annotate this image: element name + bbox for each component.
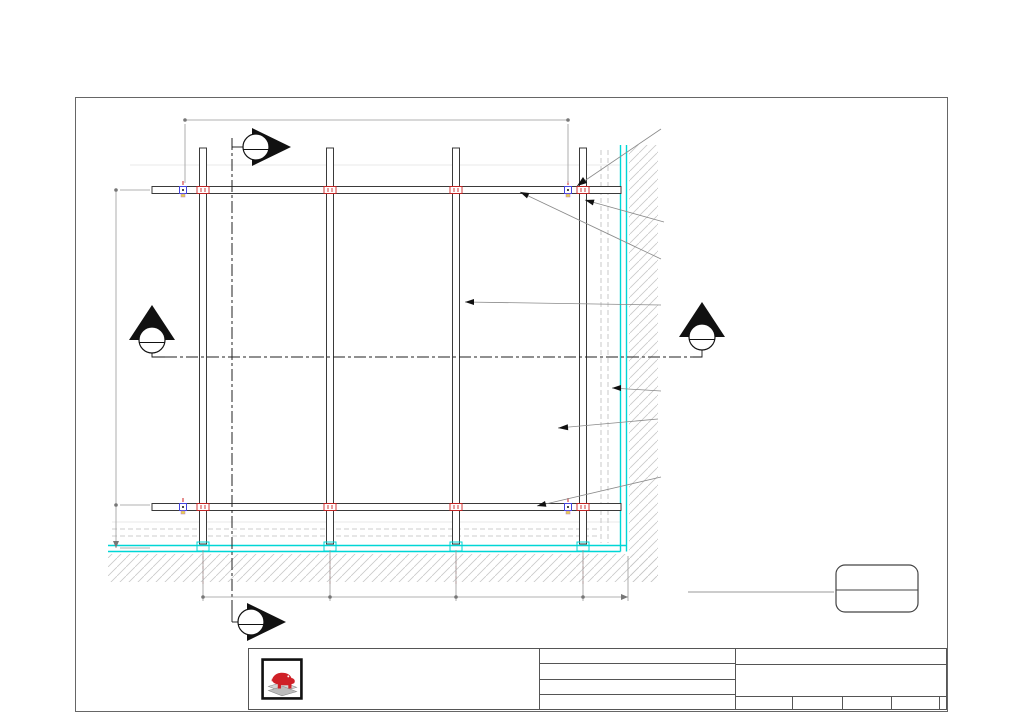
drawing-title-block (688, 565, 918, 612)
approval-row (540, 695, 735, 709)
rev-cell (892, 697, 940, 709)
sheet-number-box (836, 565, 918, 612)
company-box (248, 648, 540, 710)
unit-cell (793, 697, 843, 709)
title-row (736, 665, 946, 697)
signoff-table (539, 648, 736, 710)
section-marker-a-left (129, 305, 175, 357)
wall-hatch (108, 145, 658, 582)
runner-wall-feet (197, 542, 589, 551)
scale-cell (736, 697, 793, 709)
connect-clips (197, 187, 589, 511)
main-runners (152, 187, 621, 511)
section-marker-a-right (679, 302, 725, 357)
hanger-symbols (180, 181, 572, 514)
elephant-brand-logo (261, 658, 303, 700)
dir-file-row (540, 649, 735, 664)
cross-runners (200, 148, 587, 544)
section-marker-b-top (232, 128, 291, 166)
project-row (736, 649, 946, 665)
construction-lines (112, 165, 620, 522)
drawn-by-row (540, 664, 735, 679)
company-logo (261, 658, 303, 705)
section-marker-b-bottom (232, 603, 286, 641)
project-table (735, 648, 947, 710)
wall-angle-hidden-lines (112, 150, 608, 543)
meta-row (736, 697, 946, 709)
leader-arrowheads (465, 177, 621, 507)
sheet-cell (843, 697, 892, 709)
company-info (385, 656, 537, 658)
paper-size-cell (940, 697, 946, 709)
checked-by-row (540, 680, 735, 695)
